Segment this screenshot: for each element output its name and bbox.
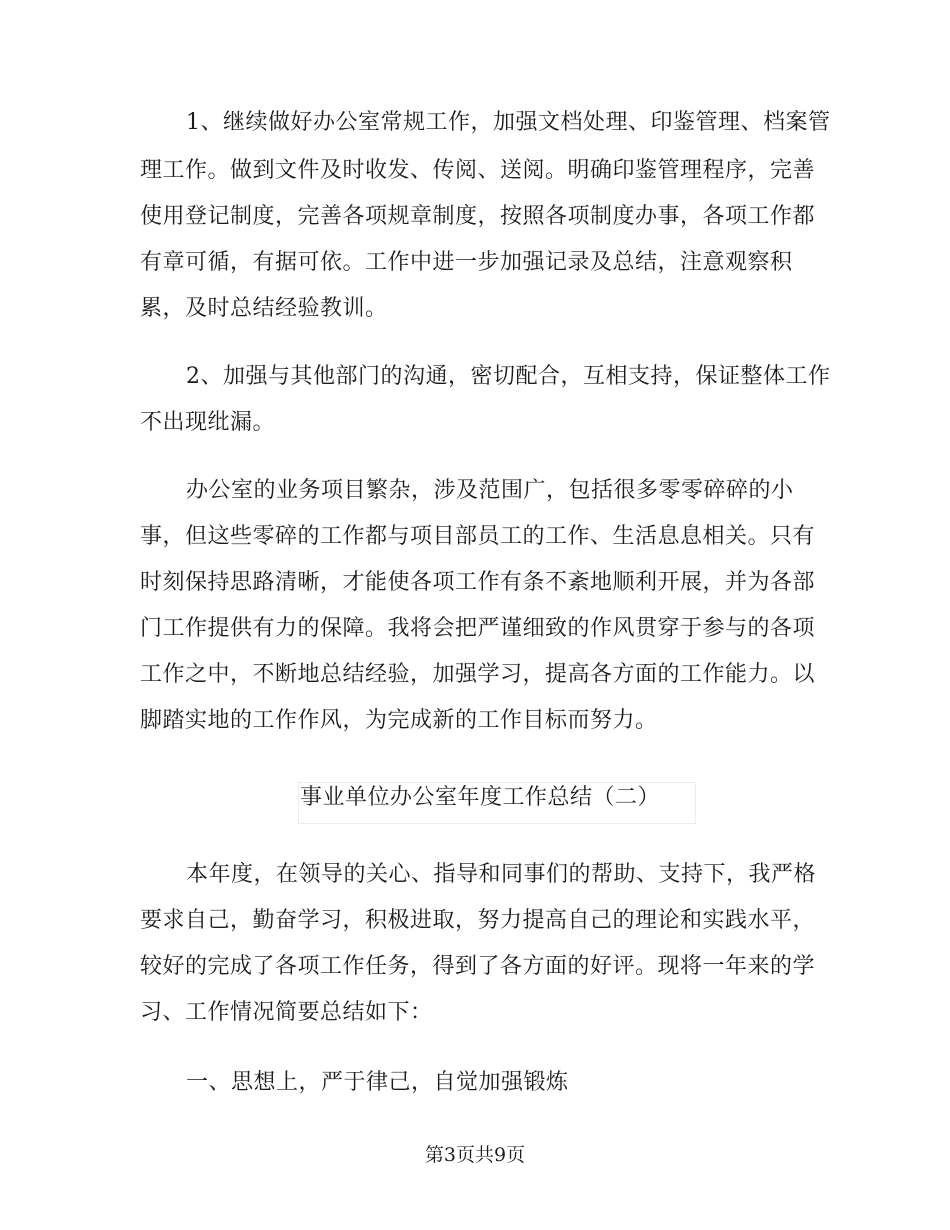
page-footer: 第3页共9页 xyxy=(424,1144,526,1166)
section-title: 事业单位办公室年度工作总结（二） xyxy=(300,785,661,810)
paragraph-4-line-1: 本年度，在领导的关心、指导和同事们的帮助、支持下，我严格 xyxy=(186,862,817,887)
paragraph-4-line-4: 习、工作情况简要总结如下： xyxy=(140,1000,433,1025)
paragraph-5-line-1: 一、思想上，严于律己，自觉加强锻炼 xyxy=(186,1070,569,1095)
paragraph-3-line-4: 门工作提供有力的保障。我将会把严谨细致的作风贯穿于参与的各项 xyxy=(140,616,816,641)
paragraph-1-line-1: 1、继续做好办公室常规工作，加强文档处理、印鉴管理、档案管 xyxy=(186,110,831,135)
paragraph-3-line-6: 脚踏实地的工作作风，为完成新的工作目标而努力。 xyxy=(140,708,658,733)
paragraph-4-line-3: 较好的完成了各项工作任务，得到了各方面的好评。现将一年来的学 xyxy=(140,954,816,979)
paragraph-3-line-3: 时刻保持思路清晰，才能使各项工作有条不紊地顺利开展，并为各部 xyxy=(140,570,816,595)
paragraph-3-line-1: 办公室的业务项目繁杂，涉及范围广，包括很多零零碎碎的小 xyxy=(186,478,794,503)
paragraph-2-line-1: 2、加强与其他部门的沟通，密切配合，互相支持，保证整体工作 xyxy=(186,364,831,389)
paragraph-1-line-5: 累，及时总结经验教训。 xyxy=(140,296,388,321)
paragraph-3-line-2: 事，但这些零碎的工作都与项目部员工的工作、生活息息相关。只有 xyxy=(140,524,816,549)
paragraph-3-line-5: 工作之中，不断地总结经验，加强学习，提高各方面的工作能力。以 xyxy=(140,662,816,687)
paragraph-2-line-2: 不出现纰漏。 xyxy=(140,410,276,435)
paragraph-1-line-3: 使用登记制度，完善各项规章制度，按照各项制度办事，各项工作都 xyxy=(140,204,816,229)
paragraph-1-line-4: 有章可循，有据可依。工作中进一步加强记录及总结，注意观察积 xyxy=(140,250,793,275)
paragraph-4-line-2: 要求自己，勤奋学习，积极进取，努力提高自己的理论和实践水平， xyxy=(140,908,816,933)
paragraph-1-line-2: 理工作。做到文件及时收发、传阅、送阅。明确印鉴管理程序，完善 xyxy=(140,158,816,183)
